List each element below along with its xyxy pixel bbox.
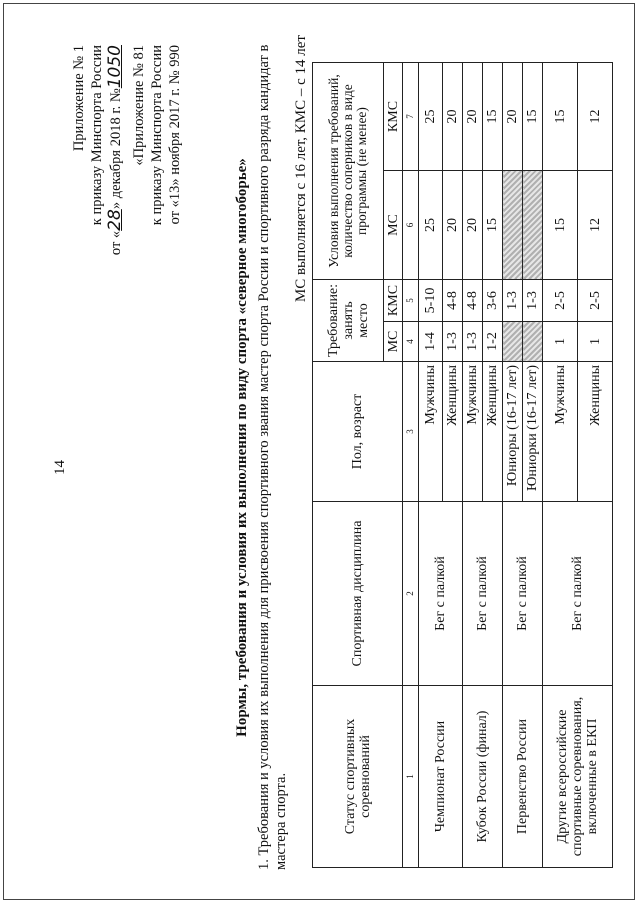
- count-kms-cell: 20: [463, 63, 483, 171]
- count-kms-cell: 12: [578, 63, 613, 171]
- place-kms-cell: 2-5: [543, 280, 578, 322]
- place-ms-cell: 1-2: [483, 322, 503, 362]
- status-cell: Другие всероссийские спортивные соревнования, включенные в ЕКП: [543, 686, 613, 868]
- place-ms-cell: 1: [578, 322, 613, 362]
- place-ms-cell-hatched: [523, 322, 543, 362]
- gender-cell: Мужчины: [419, 362, 443, 502]
- count-kms-cell: 20: [443, 63, 463, 171]
- place-kms-cell: 4-8: [463, 280, 483, 322]
- age-note: МС выполняется с 16 лет, КМС – с 14 лет: [293, 35, 309, 303]
- discipline-cell: Бег с палкой: [419, 502, 463, 686]
- place-ms-cell-hatched: [503, 322, 523, 362]
- header-kms-place: КМС: [384, 280, 403, 322]
- table-row: [463, 63, 483, 868]
- col-number: 1: [403, 686, 419, 868]
- table-row: [543, 63, 578, 868]
- place-kms-cell: 4-8: [443, 280, 463, 322]
- discipline-cell: Бег с палкой: [463, 502, 503, 686]
- col-number: 5: [403, 280, 419, 322]
- gender-cell: Женщины: [483, 362, 503, 502]
- place-kms-cell: 5-10: [419, 280, 443, 322]
- annex-prev-line2: от «13» ноября 2017 г. № 990: [167, 45, 183, 225]
- place-ms-cell: 1-3: [463, 322, 483, 362]
- annex-prev-title: «Приложение № 81: [131, 45, 147, 166]
- header-kms-count: КМС: [384, 63, 403, 171]
- page-number: 14: [52, 460, 68, 475]
- place-kms-cell: 2-5: [578, 280, 613, 322]
- status-cell: Чемпионат России: [419, 686, 463, 868]
- count-kms-cell: 15: [543, 63, 578, 171]
- annex-main-date: от «28» декабря 2018 г. №1050: [105, 45, 125, 256]
- header-row: [313, 63, 384, 868]
- header-status: Статус спортивных соревнований: [313, 686, 403, 868]
- count-ms-cell-hatched: [523, 171, 543, 280]
- discipline-cell: Бег с палкой: [503, 502, 543, 686]
- header-discipline: Спортивная дисциплина: [313, 502, 403, 686]
- count-kms-cell: 15: [483, 63, 503, 171]
- annex-main: [70, 45, 125, 345]
- header-ms-place: МС: [384, 322, 403, 362]
- header-requirement: Требование: занять место: [313, 280, 384, 362]
- col-number: 3: [403, 362, 419, 502]
- col-number: 4: [403, 322, 419, 362]
- place-kms-cell: 3-6: [483, 280, 503, 322]
- count-kms-cell: 15: [523, 63, 543, 171]
- col-number: 6: [403, 171, 419, 280]
- count-ms-cell: 15: [543, 171, 578, 280]
- status-cell: Первенство России: [503, 686, 543, 868]
- status-cell: Кубок России (финал): [463, 686, 503, 868]
- count-ms-cell: 15: [483, 171, 503, 280]
- annex-main-line1: к приказу Минспорта России: [89, 45, 105, 226]
- table-row: [419, 63, 443, 868]
- place-kms-cell: 1-3: [523, 280, 543, 322]
- norms-table: [312, 62, 613, 868]
- gender-cell: Мужчины: [463, 362, 483, 502]
- header-ms-count: МС: [384, 171, 403, 280]
- place-ms-cell: 1-3: [443, 322, 463, 362]
- header-gender-age: Пол, возраст: [313, 362, 403, 502]
- discipline-cell: Бег с палкой: [543, 502, 613, 686]
- intro-paragraph: 1. Требования и условия их выполнения для присвоения спортивного звания мастер спорта России и спортивного разряда кандидат в мастера спорта.: [256, 44, 289, 870]
- gender-cell: Юниоры (16-17 лет): [503, 362, 523, 502]
- annex-prev: [130, 45, 184, 345]
- gender-cell: Мужчины: [543, 362, 578, 502]
- count-ms-cell: 20: [463, 171, 483, 280]
- count-ms-cell: 20: [443, 171, 463, 280]
- count-ms-cell: 25: [419, 171, 443, 280]
- annex-day-handwritten: 28: [105, 209, 125, 231]
- col-number: 7: [403, 63, 419, 171]
- gender-cell: Женщины: [443, 362, 463, 502]
- document-title: Нормы, требования и условия их выполнения по виду спорта «северное многоборье»: [234, 158, 250, 737]
- count-kms-cell: 25: [419, 63, 443, 171]
- place-ms-cell: 1-4: [419, 322, 443, 362]
- place-ms-cell: 1: [543, 322, 578, 362]
- table-row: [503, 63, 523, 868]
- annex-prev-line1: к приказу Минспорта России: [149, 45, 165, 226]
- gender-cell: Женщины: [578, 362, 613, 502]
- gender-cell: Юниорки (16-17 лет): [523, 362, 543, 502]
- annex-number-handwritten: 1050: [105, 45, 125, 89]
- count-ms-cell-hatched: [503, 171, 523, 280]
- annex-main-title: Приложение № 1: [71, 45, 87, 152]
- count-ms-cell: 12: [578, 171, 613, 280]
- column-number-row: [403, 63, 419, 868]
- col-number: 2: [403, 502, 419, 686]
- header-conditions: Условия выполнения требований, количество соперников в виде программы (не менее): [313, 63, 384, 280]
- count-kms-cell: 20: [503, 63, 523, 171]
- place-kms-cell: 1-3: [503, 280, 523, 322]
